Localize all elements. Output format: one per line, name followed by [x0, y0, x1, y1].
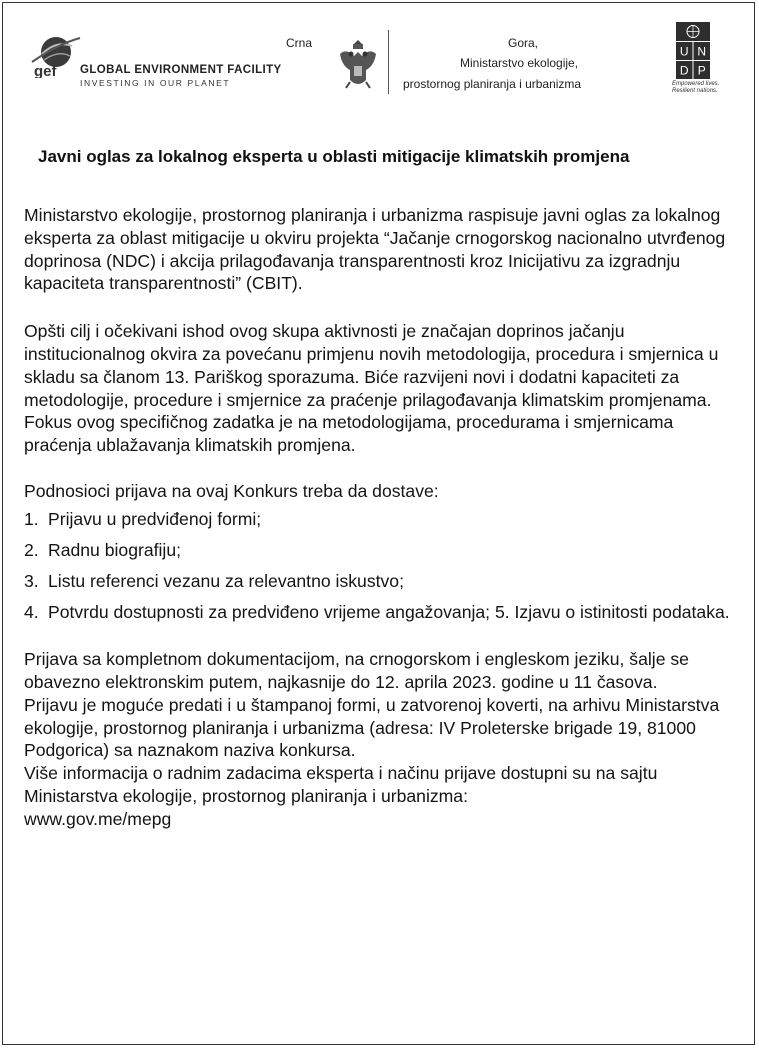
list-item-number: 4. — [24, 602, 39, 623]
more-info-paragraph: Više informacija o radnim zadacima eksperta i načinu prijave dostupni su na sajtu Ministarstva ekologije, prostornog planiranja i urbanizma: — [24, 763, 658, 806]
undp-logo — [676, 22, 710, 80]
print-option-paragraph: Prijavu je moguće predati i u štampanoj formi, u zatvorenoj koverti, na arhivu Ministarstva ekologije, prostornog planiranja i urbanizma (adresa: IV Proleterske brigade 19, 81000 Podgorica) sa naznakom naziva konkursa. — [24, 694, 720, 761]
undp-letter-u: U — [679, 44, 689, 59]
requirements-intro: Podnosioci prijava na ovaj Konkurs treba da dostave: — [24, 480, 439, 501]
undp-tagline-1: Empowered lives. — [672, 81, 720, 87]
list-item — [24, 539, 739, 562]
gef-title: GLOBAL ENVIRONMENT FACILITY — [80, 64, 282, 76]
gef-globe-logo — [28, 32, 82, 78]
ministry-url: www.gov.me/mepg — [24, 808, 172, 829]
list-item — [24, 601, 739, 624]
goal-paragraph: Opšti cilj i očekivani ishod ovog skupa aktivnosti je značajan doprinos jačanju institucionalnog okvira za povećanu primjenu novih metodologija, procedura i smjernica u skladu sa članom 13. Pariškog sporazuma. Biće razvijeni novi i dodatni kapaciteti za metodologije, procedure i smjernice za praćenje prilagođavanja klimatskim promjenama. Fokus ovog specifičnog zadatka je na metodologijama, procedurama i smjernicama praćenja ublažavanja klimatskih promjena. — [24, 321, 719, 456]
header-divider — [388, 30, 389, 94]
undp-tagline — [672, 81, 722, 95]
list-item — [24, 508, 739, 531]
gef-subtitle: INVESTING IN OUR PLANET — [80, 78, 231, 88]
gov-name-crna: Crna — [286, 36, 313, 50]
list-item-number: 2. — [24, 539, 39, 560]
list-item — [24, 570, 739, 593]
list-item-number: 3. — [24, 571, 39, 592]
list-item-text: Prijavu u predviđenoj formi; — [48, 508, 262, 529]
undp-letter-n: N — [697, 44, 707, 59]
coat-of-arms-icon — [336, 36, 380, 92]
gov-ministry-line2: prostornog planiranja i urbanizma — [403, 77, 582, 91]
page-title: Javni oglas za lokalnog eksperta u oblasti mitigacije klimatskih promjena — [38, 147, 630, 166]
undp-letter-p: P — [697, 63, 706, 78]
announcement-body — [24, 204, 739, 831]
gov-ministry-line1: Ministarstvo ekologije, — [460, 56, 579, 70]
undp-tagline-2: Resilient nations. — [672, 88, 718, 94]
intro-paragraph: Ministarstvo ekologije, prostornog planiranja i urbanizma raspisuje javni oglas za lokalnog eksperta za oblast mitigacije u okviru projekta “Jačanje crnogorskog nacionalno utvrđenog doprinosa (NDC) i akcija prilagođavanja transparentnosti kroz Inicijativu za izgradnju kapaciteta transparentnosti” (CBIT). — [24, 205, 726, 294]
list-item-number: 1. — [24, 508, 39, 529]
submission-paragraph: Prijava sa kompletnom dokumentacijom, na crnogorskom i engleskom jeziku, šalje se obavezno elektronskim putem, najkasnije do 12. aprila 2023. godine u 11 časova. — [24, 649, 689, 692]
requirements-list — [24, 508, 739, 624]
gov-name-gora: Gora, — [508, 36, 539, 50]
list-item-text: Potvrdu dostupnosti za predviđeno vrijeme angažovanja; 5. Izjavu o istinitosti podataka. — [48, 602, 730, 623]
list-item-text: Listu referenci vezanu za relevantno iskustvo; — [48, 571, 404, 592]
list-item-text: Radnu biografiju; — [48, 539, 182, 560]
undp-letter-d: D — [679, 63, 689, 78]
gef-logo-text: gef — [34, 63, 57, 78]
